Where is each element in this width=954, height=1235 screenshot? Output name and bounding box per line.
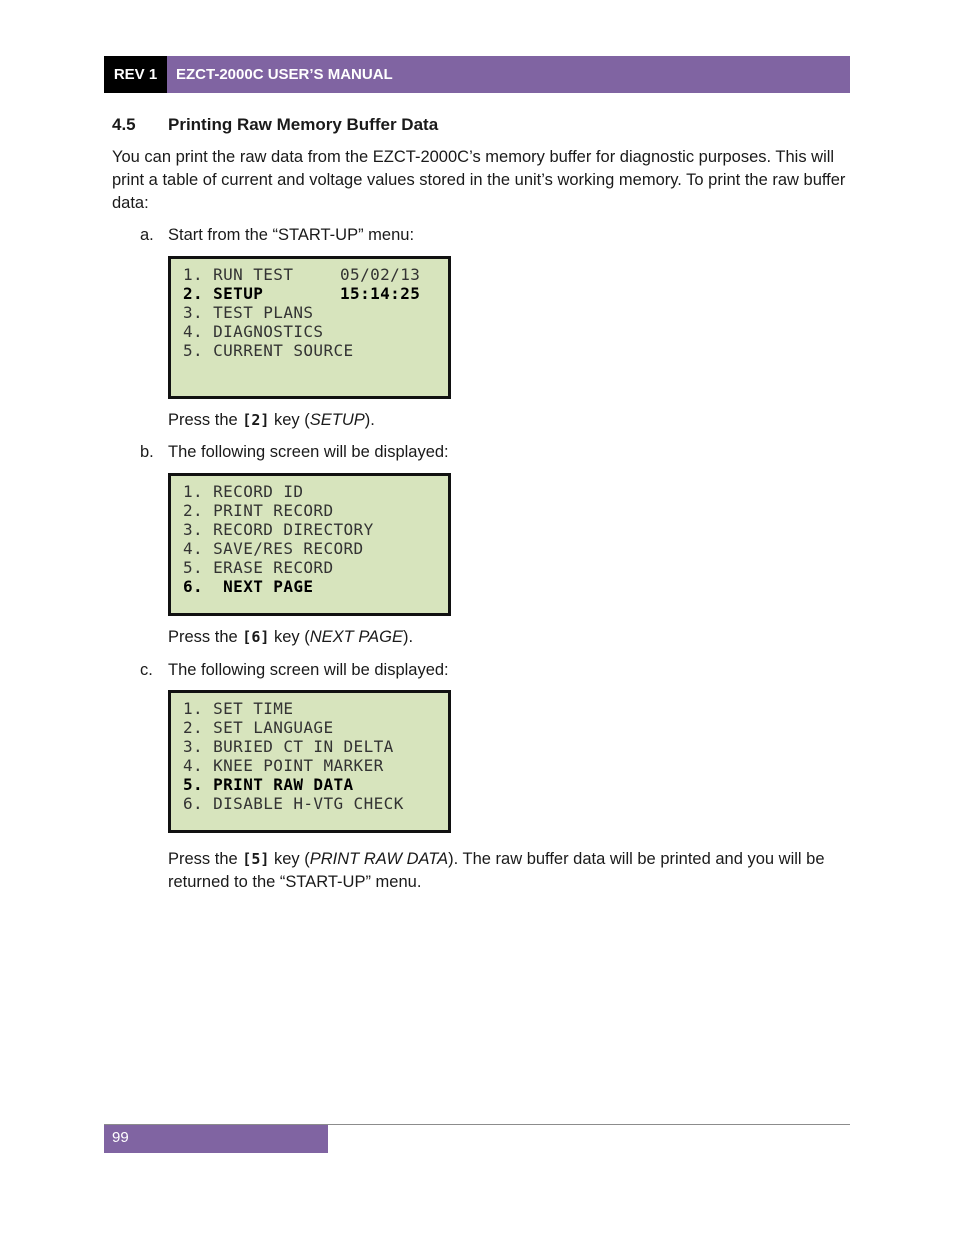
- page-number: 99: [104, 1125, 328, 1153]
- note-text: ).: [402, 628, 414, 646]
- step-a-note: [168, 409, 852, 432]
- lcd-line: 2. PRINT RECORD: [183, 501, 334, 520]
- note-text: key (: [269, 628, 310, 646]
- note-text: key (: [269, 850, 310, 868]
- lcd-line: 3. TEST PLANS: [183, 303, 314, 322]
- lcd-line: 6. DISABLE H-VTG CHECK: [183, 794, 404, 813]
- step-c: [140, 659, 449, 682]
- step-text: Start from the “START-UP” menu:: [168, 226, 415, 244]
- lcd-time: 15:14:25: [340, 284, 421, 303]
- lcd-line: 4. SAVE/RES RECORD: [183, 539, 364, 558]
- lcd-line: 3. BURIED CT IN DELTA: [183, 737, 394, 756]
- step-text: The following screen will be displayed:: [168, 661, 449, 679]
- step-letter: c.: [140, 661, 153, 679]
- note-text: ).: [364, 411, 375, 429]
- revision-label: REV 1: [104, 56, 167, 93]
- step-letter: b.: [140, 443, 154, 461]
- key-function: NEXT PAGE: [309, 628, 403, 646]
- lcd-screen-startup: [168, 256, 451, 399]
- step-a: [140, 224, 414, 247]
- manual-title: EZCT-2000C USER’S MANUAL: [167, 56, 850, 93]
- key-label: [2]: [242, 411, 270, 429]
- note-text: Press the: [168, 411, 243, 429]
- lcd-line-selected: 2. SETUP: [183, 284, 264, 303]
- key-function: SETUP: [309, 411, 365, 429]
- step-letter: a.: [140, 226, 154, 244]
- lcd-screen-setup: [168, 473, 451, 616]
- step-b-note: [168, 626, 852, 649]
- note-text: Press the: [168, 850, 243, 868]
- step-text: The following screen will be displayed:: [168, 443, 449, 461]
- key-function: PRINT RAW DATA: [309, 850, 449, 868]
- lcd-line-selected: 6. NEXT PAGE: [183, 577, 314, 596]
- note-text: ). The raw buffer data will be printed and you will be returned to the “START-UP” menu.: [168, 850, 825, 891]
- lcd-date: 05/02/13: [340, 265, 421, 284]
- note-text: key (: [269, 411, 310, 429]
- lcd-line: 4. KNEE POINT MARKER: [183, 756, 384, 775]
- page-header: [104, 56, 850, 93]
- step-c-note: [168, 848, 852, 894]
- key-label: [5]: [242, 850, 270, 868]
- lcd-line: 1. SET TIME: [183, 699, 294, 718]
- intro-paragraph: You can print the raw data from the EZCT-2000C’s memory buffer for diagnostic purposes. This will print a table of current and voltage values stored in the unit’s working memory. To print the raw buffer data:: [112, 148, 846, 212]
- section-number: 4.5: [112, 115, 136, 134]
- lcd-line: 4. DIAGNOSTICS: [183, 322, 324, 341]
- lcd-line: 1. RUN TEST: [183, 265, 294, 284]
- lcd-line: 3. RECORD DIRECTORY: [183, 520, 374, 539]
- section-heading: [112, 115, 438, 135]
- section-title: Printing Raw Memory Buffer Data: [168, 115, 439, 134]
- lcd-line: 2. SET LANGUAGE: [183, 718, 334, 737]
- step-b: [140, 441, 449, 464]
- lcd-screen-next-page: [168, 690, 451, 833]
- note-text: Press the: [168, 628, 243, 646]
- lcd-line: 5. ERASE RECORD: [183, 558, 334, 577]
- lcd-line: 5. CURRENT SOURCE: [183, 341, 354, 360]
- lcd-line-selected: 5. PRINT RAW DATA: [183, 775, 354, 794]
- key-label: [6]: [242, 628, 270, 646]
- lcd-line: 1. RECORD ID: [183, 482, 304, 501]
